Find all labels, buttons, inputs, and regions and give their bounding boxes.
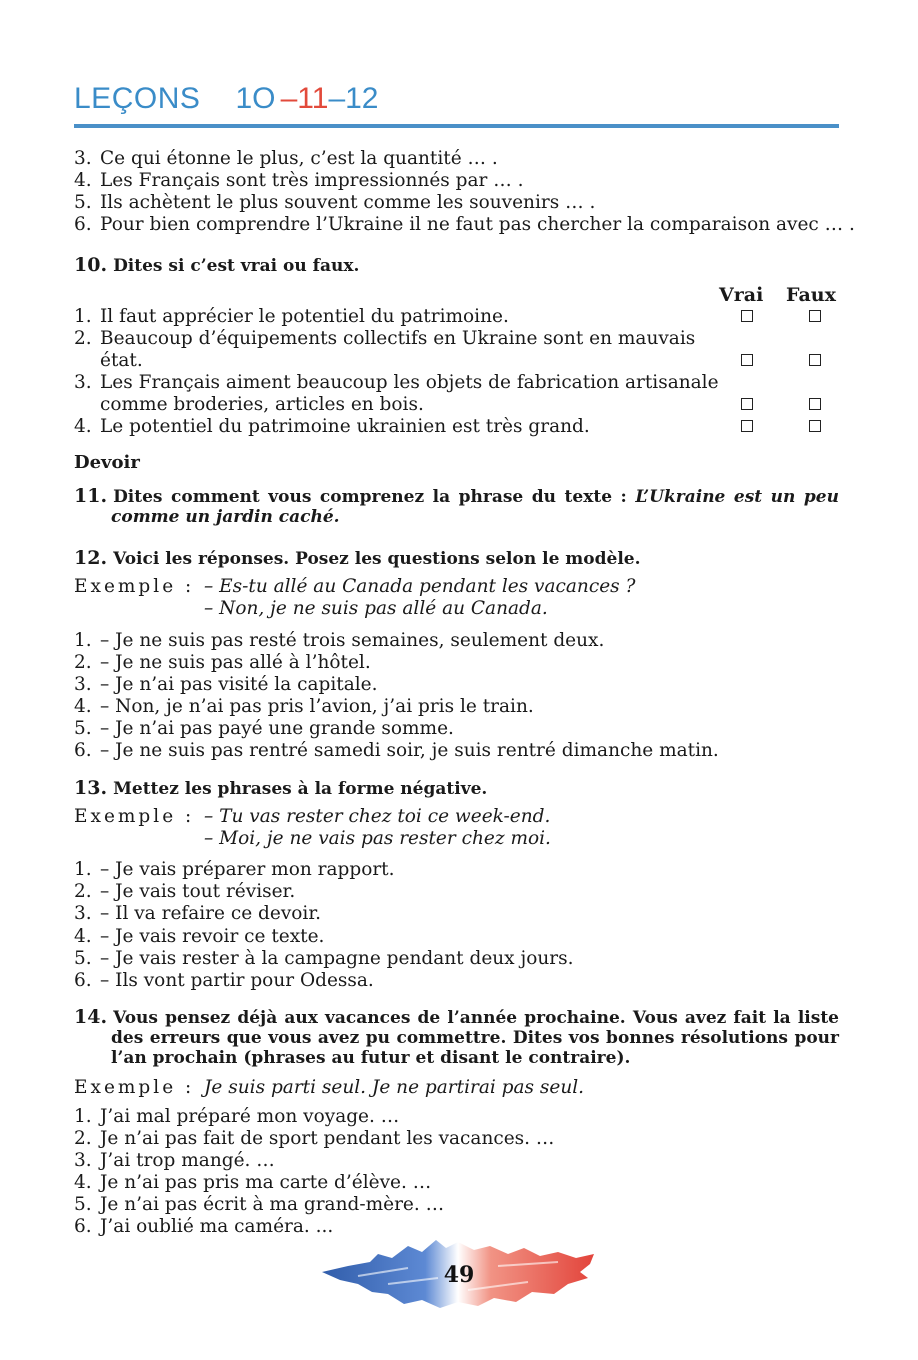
exemple-label: Exemple : xyxy=(74,1077,195,1098)
list-item: 5. Ils achètent le plus souvent comme les souvenirs … . xyxy=(74,192,596,213)
exemple-label: Exemple : xyxy=(74,576,195,597)
list-item: 4. – Non, je n’ai pas pris l’avion, j’ai pris le train. xyxy=(74,696,534,717)
list-item: 3. – Je n’ai pas visité la capitale. xyxy=(74,674,378,695)
column-faux: Faux xyxy=(786,284,836,306)
header-rule xyxy=(74,124,839,128)
list-item: 5. – Je n’ai pas payé une grande somme. xyxy=(74,718,454,739)
vrai-checkbox-2[interactable] xyxy=(741,354,753,366)
list-item: 1. Il faut apprécier le potentiel du patrimoine. xyxy=(74,306,509,327)
lesson-number-12: 12 xyxy=(345,82,379,115)
exemple-question: – Es-tu allé au Canada pendant les vacances ? xyxy=(204,576,636,597)
list-item: 6. Pour bien comprendre l’Ukraine il ne faut pas chercher la comparaison avec … . xyxy=(74,214,855,235)
section-heading-devoir: Devoir xyxy=(74,452,140,473)
list-item: 3. J’ai trop mangé. … xyxy=(74,1150,275,1171)
exemple-text: Je suis parti seul. Je ne partirai pas seul. xyxy=(204,1077,585,1098)
list-item: 2. – Je ne suis pas allé à l’hôtel. xyxy=(74,652,371,673)
lesson-dash: – xyxy=(280,82,298,115)
quoted-phrase: L’Ukraine est un peu comme un jardin caché. xyxy=(111,487,839,527)
list-item: 1. J’ai mal préparé mon voyage. … xyxy=(74,1106,400,1127)
vrai-checkbox-1[interactable] xyxy=(741,310,753,322)
faux-checkbox-3[interactable] xyxy=(809,398,821,410)
exemple-label: Exemple : xyxy=(74,806,195,827)
list-item: 4. – Je vais revoir ce texte. xyxy=(74,926,325,947)
list-item: 4. Je n’ai pas pris ma carte d’élève. … xyxy=(74,1172,432,1193)
list-item: 5. Je n’ai pas écrit à ma grand-mère. … xyxy=(74,1194,445,1215)
lesson-number-10: 1O xyxy=(235,82,276,115)
list-item: 1. – Je vais préparer mon rapport. xyxy=(74,859,395,880)
page-header xyxy=(74,82,379,126)
faux-checkbox-4[interactable] xyxy=(809,420,821,432)
list-item: 5. – Je vais rester à la campagne pendant deux jours. xyxy=(74,948,574,969)
list-item: 6. – Ils vont partir pour Odessa. xyxy=(74,970,374,991)
vrai-checkbox-4[interactable] xyxy=(741,420,753,432)
faux-checkbox-1[interactable] xyxy=(809,310,821,322)
exemple-answer: – Moi, je ne vais pas rester chez moi. xyxy=(204,828,551,849)
list-item: 6. – Je ne suis pas rentré samedi soir, je suis rentré dimanche matin. xyxy=(74,740,719,761)
page-footer xyxy=(318,1232,600,1314)
lesson-dash: – xyxy=(328,82,346,115)
exercise-13-title: 13. Mettez les phrases à la forme négative. xyxy=(74,777,488,799)
list-item: 3. – Il va refaire ce devoir. xyxy=(74,903,322,924)
list-item: 2. Je n’ai pas fait de sport pendant les vacances. … xyxy=(74,1128,555,1149)
page-number: 49 xyxy=(443,1262,475,1288)
lesson-number-11: 11 xyxy=(297,82,329,115)
list-item: 1. – Je ne suis pas resté trois semaines, seulement deux. xyxy=(74,630,605,651)
list-item-continued: comme broderies, articles en bois. xyxy=(100,394,424,415)
exercise-11-title: 11. Dites comment vous comprenez la phrase du texte : L’Ukraine est un peu comme un jardin caché. xyxy=(74,485,839,527)
list-item: 2. Beaucoup d’équipements collectifs en Ukraine sont en mauvais xyxy=(74,328,696,349)
column-vrai: Vrai xyxy=(719,284,764,306)
list-item: 4. Le potentiel du patrimoine ukrainien est très grand. xyxy=(74,416,590,437)
list-item: 2. – Je vais tout réviser. xyxy=(74,881,296,902)
faux-checkbox-2[interactable] xyxy=(809,354,821,366)
list-item: 4. Les Français sont très impressionnés par … . xyxy=(74,170,524,191)
exercise-12-title: 12. Voici les réponses. Posez les questions selon le modèle. xyxy=(74,547,641,569)
lesson-title: LEÇONS xyxy=(74,82,201,115)
list-item: 6. J’ai oublié ma caméra. ... xyxy=(74,1216,334,1237)
exercise-14-title: 14. Vous pensez déjà aux vacances de l’année prochaine. Vous avez fait la liste des erreurs que vous avez pu commettre. Dites vos bonnes résolutions pour l’an prochain (phrases au futur et disant le contraire). xyxy=(74,1006,839,1068)
exemple-question: – Tu vas rester chez toi ce week-end. xyxy=(204,806,551,827)
exercise-10-title: 10. Dites si c’est vrai ou faux. xyxy=(74,254,360,276)
exemple-answer: – Non, je ne suis pas allé au Canada. xyxy=(204,598,548,619)
list-item: 3. Les Français aiment beaucoup les objets de fabrication artisanale xyxy=(74,372,719,393)
list-item: 3. Ce qui étonne le plus, c’est la quantité … . xyxy=(74,148,498,169)
vrai-checkbox-3[interactable] xyxy=(741,398,753,410)
list-item-continued: état. xyxy=(100,350,143,371)
